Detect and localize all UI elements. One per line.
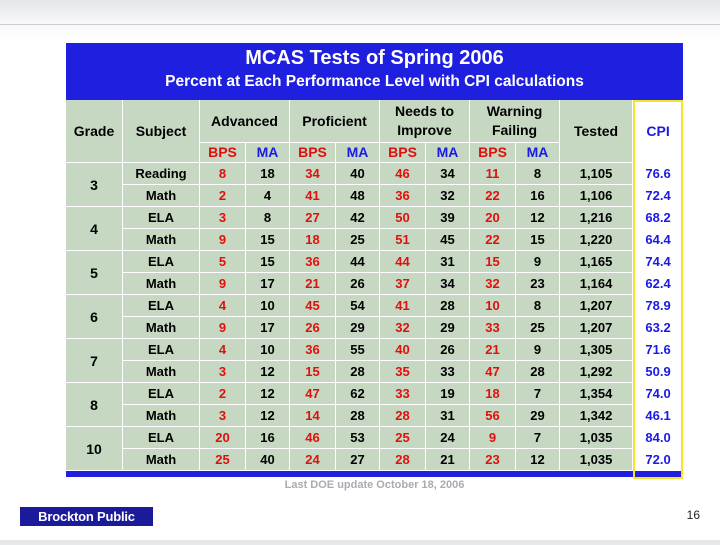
prof-bps-cell: 45 bbox=[290, 295, 336, 317]
ni-ma-cell: 34 bbox=[426, 163, 470, 185]
slide-title: MCAS Tests of Spring 2006 bbox=[245, 47, 504, 69]
prof-bps-cell: 41 bbox=[290, 185, 336, 207]
prof-ma-cell: 29 bbox=[336, 317, 380, 339]
ni-bps-cell: 28 bbox=[380, 405, 426, 427]
adv-bps-cell: 4 bbox=[200, 295, 246, 317]
prof-ma-cell: 27 bbox=[336, 449, 380, 471]
table-row bbox=[66, 207, 683, 229]
wf-bps-cell: 11 bbox=[470, 163, 516, 185]
ni-bps-cell: 36 bbox=[380, 185, 426, 207]
adv-bps-cell: 2 bbox=[200, 185, 246, 207]
grade-cell: 6 bbox=[66, 295, 123, 339]
cpi-cell: 68.2 bbox=[633, 207, 683, 229]
ni-ma-cell: 31 bbox=[426, 251, 470, 273]
ni-ma-cell: 24 bbox=[426, 427, 470, 449]
subject-cell: Reading bbox=[123, 163, 200, 185]
wf-bps-cell: 23 bbox=[470, 449, 516, 471]
grade-cell: 5 bbox=[66, 251, 123, 295]
subject-cell: Math bbox=[123, 273, 200, 295]
cpi-cell: 64.4 bbox=[633, 229, 683, 251]
adv-bps-cell: 5 bbox=[200, 251, 246, 273]
ni-ma-cell: 34 bbox=[426, 273, 470, 295]
ni-ma-cell: 31 bbox=[426, 405, 470, 427]
footnote: Last DOE update October 18, 2006 bbox=[284, 479, 465, 491]
wf-ma-cell: 25 bbox=[516, 317, 560, 339]
subject-cell: Math bbox=[123, 405, 200, 427]
prof-bps-cell: 46 bbox=[290, 427, 336, 449]
subject-cell: ELA bbox=[123, 427, 200, 449]
header-subject: Subject bbox=[123, 100, 200, 163]
subheader-prof-ma: MA bbox=[336, 143, 380, 163]
cpi-cell: 46.1 bbox=[633, 405, 683, 427]
tested-cell: 1,292 bbox=[560, 361, 633, 383]
wf-ma-cell: 7 bbox=[516, 427, 560, 449]
cpi-cell: 74.0 bbox=[633, 383, 683, 405]
adv-bps-cell: 4 bbox=[200, 339, 246, 361]
tested-cell: 1,342 bbox=[560, 405, 633, 427]
adv-bps-cell: 20 bbox=[200, 427, 246, 449]
table-row bbox=[66, 273, 683, 295]
header-needs-improve bbox=[380, 100, 470, 143]
prof-ma-cell: 54 bbox=[336, 295, 380, 317]
wf-ma-cell: 8 bbox=[516, 295, 560, 317]
header-advanced: Advanced bbox=[200, 100, 290, 143]
prof-ma-cell: 40 bbox=[336, 163, 380, 185]
wf-bps-cell: 33 bbox=[470, 317, 516, 339]
table-row bbox=[66, 229, 683, 251]
ni-bps-cell: 51 bbox=[380, 229, 426, 251]
adv-ma-cell: 8 bbox=[246, 207, 290, 229]
subject-cell: Math bbox=[123, 185, 200, 207]
prof-bps-cell: 21 bbox=[290, 273, 336, 295]
grade-cell: 4 bbox=[66, 207, 123, 251]
results-table bbox=[66, 100, 683, 471]
prof-ma-cell: 48 bbox=[336, 185, 380, 207]
adv-ma-cell: 18 bbox=[246, 163, 290, 185]
cpi-cell: 72.4 bbox=[633, 185, 683, 207]
table-row bbox=[66, 163, 683, 185]
table-row bbox=[66, 361, 683, 383]
adv-ma-cell: 10 bbox=[246, 339, 290, 361]
subject-cell: Math bbox=[123, 317, 200, 339]
adv-bps-cell: 3 bbox=[200, 361, 246, 383]
wf-bps-cell: 9 bbox=[470, 427, 516, 449]
grade-cell: 8 bbox=[66, 383, 123, 427]
grade-cell: 7 bbox=[66, 339, 123, 383]
header-cpi: CPI bbox=[633, 100, 683, 163]
cpi-cell: 74.4 bbox=[633, 251, 683, 273]
subheader-ni-ma: MA bbox=[426, 143, 470, 163]
ni-bps-cell: 32 bbox=[380, 317, 426, 339]
top-divider bbox=[0, 24, 720, 25]
table-row bbox=[66, 251, 683, 273]
wf-ma-cell: 12 bbox=[516, 207, 560, 229]
adv-ma-cell: 12 bbox=[246, 361, 290, 383]
prof-ma-cell: 55 bbox=[336, 339, 380, 361]
cpi-cell: 72.0 bbox=[633, 449, 683, 471]
ni-ma-cell: 28 bbox=[426, 295, 470, 317]
adv-ma-cell: 40 bbox=[246, 449, 290, 471]
prof-bps-cell: 36 bbox=[290, 339, 336, 361]
subheader-wf-ma: MA bbox=[516, 143, 560, 163]
wf-bps-cell: 22 bbox=[470, 185, 516, 207]
prof-ma-cell: 53 bbox=[336, 427, 380, 449]
cpi-cell: 84.0 bbox=[633, 427, 683, 449]
table-row bbox=[66, 295, 683, 317]
wf-bps-cell: 18 bbox=[470, 383, 516, 405]
table-row bbox=[66, 383, 683, 405]
prof-bps-cell: 27 bbox=[290, 207, 336, 229]
adv-ma-cell: 17 bbox=[246, 273, 290, 295]
tested-cell: 1,305 bbox=[560, 339, 633, 361]
tested-cell: 1,220 bbox=[560, 229, 633, 251]
tested-cell: 1,164 bbox=[560, 273, 633, 295]
cpi-cell: 78.9 bbox=[633, 295, 683, 317]
wf-bps-cell: 10 bbox=[470, 295, 516, 317]
ni-ma-cell: 19 bbox=[426, 383, 470, 405]
adv-bps-cell: 3 bbox=[200, 207, 246, 229]
adv-bps-cell: 25 bbox=[200, 449, 246, 471]
prof-ma-cell: 44 bbox=[336, 251, 380, 273]
wf-ma-cell: 7 bbox=[516, 383, 560, 405]
subject-cell: ELA bbox=[123, 339, 200, 361]
subject-cell: Math bbox=[123, 449, 200, 471]
wf-bps-cell: 56 bbox=[470, 405, 516, 427]
prof-bps-cell: 47 bbox=[290, 383, 336, 405]
cpi-cell: 71.6 bbox=[633, 339, 683, 361]
subject-cell: ELA bbox=[123, 383, 200, 405]
subject-cell: ELA bbox=[123, 295, 200, 317]
wf-ma-cell: 8 bbox=[516, 163, 560, 185]
prof-ma-cell: 62 bbox=[336, 383, 380, 405]
tested-cell: 1,165 bbox=[560, 251, 633, 273]
page-number: 16 bbox=[686, 508, 700, 522]
slide-panel bbox=[66, 43, 683, 491]
subheader-adv-bps: BPS bbox=[200, 143, 246, 163]
cpi-cell: 63.2 bbox=[633, 317, 683, 339]
ni-ma-cell: 33 bbox=[426, 361, 470, 383]
wf-bps-cell: 21 bbox=[470, 339, 516, 361]
cpi-cell: 50.9 bbox=[633, 361, 683, 383]
tested-cell: 1,035 bbox=[560, 427, 633, 449]
table-row bbox=[66, 427, 683, 449]
table-row bbox=[66, 449, 683, 471]
tested-cell: 1,354 bbox=[560, 383, 633, 405]
tested-cell: 1,035 bbox=[560, 449, 633, 471]
ni-bps-cell: 41 bbox=[380, 295, 426, 317]
adv-bps-cell: 2 bbox=[200, 383, 246, 405]
adv-ma-cell: 17 bbox=[246, 317, 290, 339]
header-needs-to: Needs to bbox=[394, 103, 455, 119]
tested-cell: 1,207 bbox=[560, 295, 633, 317]
wf-bps-cell: 22 bbox=[470, 229, 516, 251]
header-proficient: Proficient bbox=[290, 100, 380, 143]
cpi-cell: 62.4 bbox=[633, 273, 683, 295]
adv-ma-cell: 10 bbox=[246, 295, 290, 317]
adv-bps-cell: 9 bbox=[200, 229, 246, 251]
ni-bps-cell: 35 bbox=[380, 361, 426, 383]
header-warning: Warning bbox=[486, 103, 543, 119]
ni-ma-cell: 45 bbox=[426, 229, 470, 251]
subheader-prof-bps: BPS bbox=[290, 143, 336, 163]
ni-bps-cell: 37 bbox=[380, 273, 426, 295]
wf-ma-cell: 15 bbox=[516, 229, 560, 251]
adv-ma-cell: 12 bbox=[246, 383, 290, 405]
prof-bps-cell: 15 bbox=[290, 361, 336, 383]
tested-cell: 1,216 bbox=[560, 207, 633, 229]
header-grade: Grade bbox=[66, 100, 123, 163]
prof-bps-cell: 34 bbox=[290, 163, 336, 185]
adv-ma-cell: 16 bbox=[246, 427, 290, 449]
tested-cell: 1,207 bbox=[560, 317, 633, 339]
wf-ma-cell: 29 bbox=[516, 405, 560, 427]
ni-bps-cell: 44 bbox=[380, 251, 426, 273]
adv-bps-cell: 9 bbox=[200, 273, 246, 295]
ni-ma-cell: 39 bbox=[426, 207, 470, 229]
prof-bps-cell: 14 bbox=[290, 405, 336, 427]
ni-ma-cell: 29 bbox=[426, 317, 470, 339]
table-row bbox=[66, 405, 683, 427]
prof-bps-cell: 18 bbox=[290, 229, 336, 251]
wf-ma-cell: 28 bbox=[516, 361, 560, 383]
ni-bps-cell: 33 bbox=[380, 383, 426, 405]
subheader-ni-bps: BPS bbox=[380, 143, 426, 163]
subheader-wf-bps: BPS bbox=[470, 143, 516, 163]
cpi-cell: 76.6 bbox=[633, 163, 683, 185]
adv-bps-cell: 9 bbox=[200, 317, 246, 339]
adv-ma-cell: 12 bbox=[246, 405, 290, 427]
prof-ma-cell: 25 bbox=[336, 229, 380, 251]
ni-ma-cell: 21 bbox=[426, 449, 470, 471]
header-failing: Failing bbox=[491, 122, 538, 138]
prof-bps-cell: 36 bbox=[290, 251, 336, 273]
prof-bps-cell: 26 bbox=[290, 317, 336, 339]
adv-ma-cell: 15 bbox=[246, 229, 290, 251]
ni-bps-cell: 50 bbox=[380, 207, 426, 229]
wf-ma-cell: 9 bbox=[516, 251, 560, 273]
ni-bps-cell: 40 bbox=[380, 339, 426, 361]
tested-cell: 1,105 bbox=[560, 163, 633, 185]
subject-cell: Math bbox=[123, 229, 200, 251]
subject-cell: ELA bbox=[123, 251, 200, 273]
subject-cell: ELA bbox=[123, 207, 200, 229]
adv-ma-cell: 15 bbox=[246, 251, 290, 273]
table-row bbox=[66, 185, 683, 207]
prof-ma-cell: 28 bbox=[336, 405, 380, 427]
adv-ma-cell: 4 bbox=[246, 185, 290, 207]
ni-ma-cell: 26 bbox=[426, 339, 470, 361]
wf-bps-cell: 15 bbox=[470, 251, 516, 273]
table-row bbox=[66, 339, 683, 361]
school-logo: Brockton Public Schools bbox=[20, 507, 153, 526]
wf-ma-cell: 9 bbox=[516, 339, 560, 361]
wf-bps-cell: 47 bbox=[470, 361, 516, 383]
table-row bbox=[66, 317, 683, 339]
subheader-adv-ma: MA bbox=[246, 143, 290, 163]
slide-subtitle: Percent at Each Performance Level with CPI calculations bbox=[165, 73, 584, 90]
header-tested: Tested bbox=[560, 100, 633, 163]
wf-ma-cell: 12 bbox=[516, 449, 560, 471]
grade-cell: 10 bbox=[66, 427, 123, 471]
prof-ma-cell: 26 bbox=[336, 273, 380, 295]
grade-cell: 3 bbox=[66, 163, 123, 207]
ni-ma-cell: 32 bbox=[426, 185, 470, 207]
header-warning-failing bbox=[470, 100, 560, 143]
wf-bps-cell: 32 bbox=[470, 273, 516, 295]
prof-ma-cell: 28 bbox=[336, 361, 380, 383]
prof-bps-cell: 24 bbox=[290, 449, 336, 471]
tested-cell: 1,106 bbox=[560, 185, 633, 207]
subject-cell: Math bbox=[123, 361, 200, 383]
adv-bps-cell: 3 bbox=[200, 405, 246, 427]
wf-bps-cell: 20 bbox=[470, 207, 516, 229]
ni-bps-cell: 25 bbox=[380, 427, 426, 449]
prof-ma-cell: 42 bbox=[336, 207, 380, 229]
ni-bps-cell: 28 bbox=[380, 449, 426, 471]
ni-bps-cell: 46 bbox=[380, 163, 426, 185]
adv-bps-cell: 8 bbox=[200, 163, 246, 185]
header-improve: Improve bbox=[397, 122, 452, 138]
wf-ma-cell: 23 bbox=[516, 273, 560, 295]
wf-ma-cell: 16 bbox=[516, 185, 560, 207]
